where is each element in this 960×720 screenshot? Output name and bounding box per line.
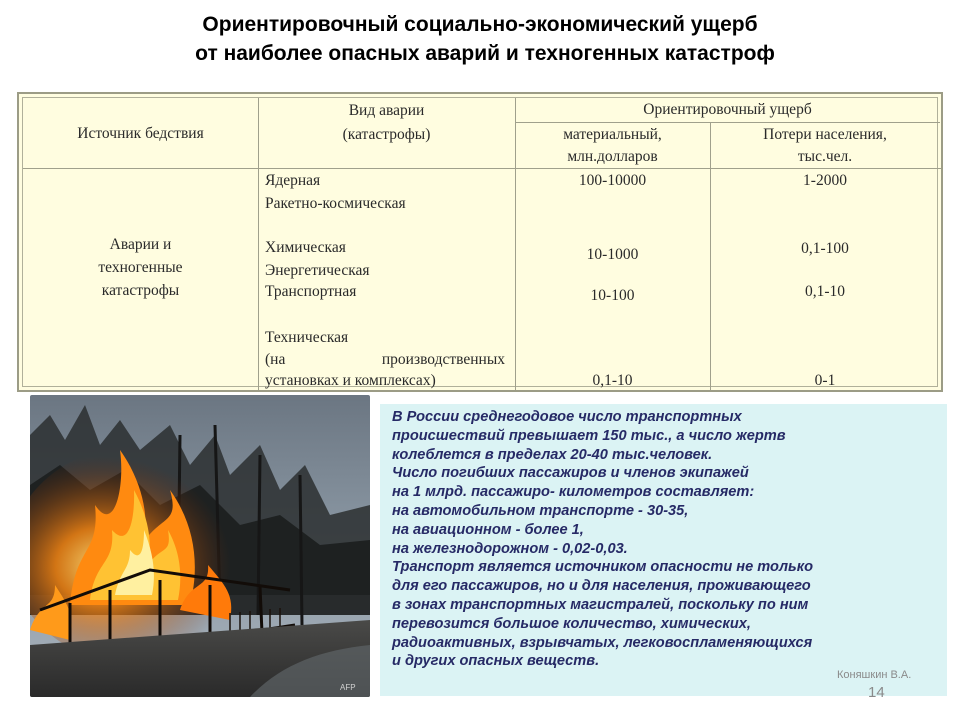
info-line-3: колеблется в пределах 20-40 тыс.человек. — [392, 446, 713, 463]
info-line-4: Число погибших пассажиров и членов экипажей — [392, 465, 749, 482]
header-losses-line1: Потери населения, — [763, 126, 887, 143]
burning-house-image — [30, 395, 370, 697]
losses-technical: 0-1 — [814, 372, 836, 389]
material-chemical-energy: 10-1000 — [586, 246, 639, 263]
page-number: 14 — [868, 684, 885, 701]
material-transport: 10-100 — [590, 287, 635, 304]
type-energy: Энергетическая — [265, 262, 370, 279]
type-rocket-space: Ракетно-космическая — [265, 195, 406, 212]
fire-photo — [30, 395, 370, 697]
source-line-2: техногенные — [98, 259, 183, 276]
info-line-14: и других опасных веществ. — [392, 653, 600, 670]
type-technical: Техническая — [265, 329, 349, 346]
table-divider-header — [23, 168, 941, 169]
header-material-line2: млн.долларов — [567, 148, 658, 165]
type-technical-note-2: установках и комплексах) — [265, 372, 436, 389]
source-line-3: катастрофы — [101, 282, 180, 299]
header-type-line1: Вид аварии — [348, 102, 425, 119]
material-technical: 0,1-10 — [592, 372, 633, 389]
title-line-2: от наиболее опасных аварий и техногенных катастроф — [195, 42, 775, 65]
header-losses-line2: тыс.чел. — [797, 148, 853, 165]
title-line-1: Ориентировочный социально-экономический ущерб — [202, 13, 758, 36]
losses-nuclear: 1-2000 — [803, 172, 847, 189]
source-line-1: Аварии и — [109, 236, 172, 253]
info-line-6: на автомобильном транспорте - 30-35, — [392, 502, 689, 519]
author-name: Коняшкин В.А. — [837, 669, 912, 681]
info-line-10: для его пассажиров, но и для населения, проживающего — [392, 578, 811, 595]
info-line-12: перевозится большое количество, химических, — [392, 615, 751, 632]
losses-chemical-energy: 0,1-100 — [801, 240, 849, 257]
photo-watermark: AFP — [340, 683, 356, 692]
info-line-1: В России среднегодовое число транспортных — [392, 409, 742, 425]
losses-transport: 0,1-10 — [804, 283, 846, 300]
header-type-line2: (катастрофы) — [342, 126, 431, 143]
type-chemical: Химическая — [265, 239, 346, 256]
header-material-line1: материальный, — [563, 126, 662, 143]
info-line-5: на 1 млрд. пассажиро- километров составляет: — [392, 484, 755, 501]
info-line-8: на железнодорожном - 0,02-0,03. — [392, 540, 628, 557]
info-line-7: на авиационном - более 1, — [392, 521, 584, 538]
material-nuclear: 100-10000 — [578, 172, 647, 189]
table-divider-damage-header — [515, 122, 940, 123]
header-source: Источник бедствия — [77, 125, 204, 142]
info-text — [392, 408, 939, 696]
info-line-13: радиоактивных, взрывчатых, легковоспламеняющихся — [392, 634, 813, 651]
type-technical-note-1: (на производственных — [265, 351, 505, 368]
slide-title — [0, 10, 960, 68]
info-line-2: происшествий превышает 150 тыс., а число жертв — [392, 427, 786, 444]
info-text-box — [380, 404, 947, 696]
type-nuclear: Ядерная — [265, 172, 321, 189]
info-line-9: Транспорт является источником опасности не только — [392, 559, 814, 576]
damage-table — [17, 92, 943, 392]
info-line-11: в зонах транспортных магистралей, поскольку по ним — [392, 596, 809, 613]
header-damage: Ориентировочный ущерб — [643, 101, 812, 118]
type-transport: Транспортная — [265, 283, 357, 300]
table-inner-frame — [22, 97, 938, 387]
